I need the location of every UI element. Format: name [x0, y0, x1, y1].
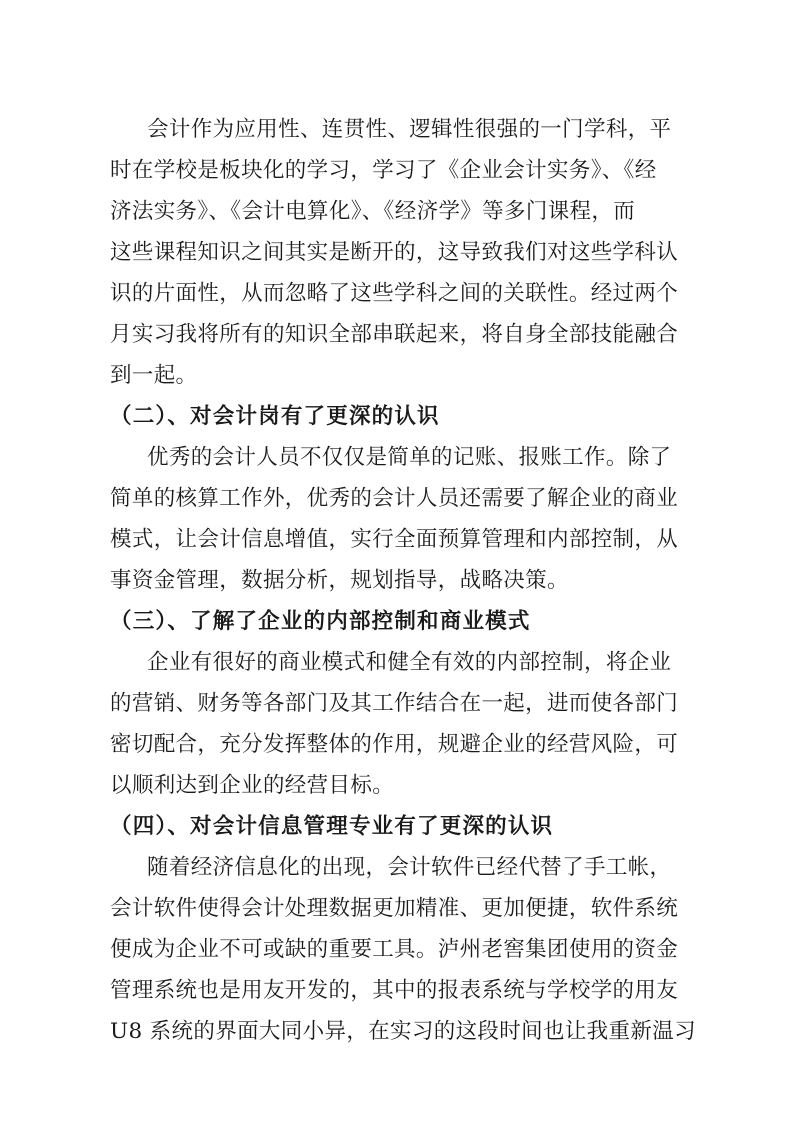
section-heading-4: （四）、对会计信息管理专业有了更深的认识 — [110, 814, 554, 839]
paragraph-3-line-4: 以顺利达到企业的经营目标。 — [110, 773, 395, 798]
paragraph-1-line-1: 会计作为应用性、连贯性、逻辑性很强的一门学科，平 — [147, 117, 672, 142]
paragraph-1-line-7: 到一起。 — [110, 363, 198, 388]
section-heading-3: （三）、了解了企业的内部控制和商业模式 — [110, 609, 531, 634]
paragraph-2-line-2: 简单的核算工作外，优秀的会计人员还需要了解企业的商业 — [110, 486, 679, 511]
paragraph-3-line-1: 企业有很好的商业模式和健全有效的内部控制，将企业 — [147, 650, 672, 675]
paragraph-4-line-2: 会计软件使得会计处理数据更加精准、更加便捷，软件系统 — [110, 896, 679, 921]
paragraph-1-line-2: 时在学校是板块化的学习，学习了《企业会计实务》、《经 — [110, 158, 657, 183]
section-heading-2: （二）、对会计岗有了更深的认识 — [110, 404, 440, 429]
paragraph-1-line-6: 月实习我将所有的知识全部串联起来，将自身全部技能融合 — [110, 322, 679, 347]
paragraph-4-line-4: 管理系统也是用友开发的，其中的报表系统与学校学的用友 — [110, 978, 679, 1003]
paragraph-3-line-3: 密切配合，充分发挥整体的作用，规避企业的经营风险，可 — [110, 732, 679, 757]
paragraph-1-line-5: 识的片面性，从而忽略了这些学科之间的关联性。经过两个 — [110, 281, 679, 306]
paragraph-1-line-3: 济法实务》、《会计电算化》、《经济学》等多门课程，而 — [110, 199, 636, 224]
paragraph-2-line-3: 模式，让会计信息增值，实行全面预算管理和内部控制，从 — [110, 527, 679, 552]
paragraph-3-line-2: 的营销、财务等各部门及其工作结合在一起，进而使各部门 — [110, 691, 679, 716]
paragraph-4-line-1: 随着经济信息化的出现，会计软件已经代替了手工帐， — [147, 855, 672, 880]
paragraph-2-line-4: 事资金管理，数据分析，规划指导，战略决策。 — [110, 568, 569, 593]
paragraph-4-line-5: U8 系统的界面大同小异，在实习的这段时间也让我重新温习 — [110, 1019, 696, 1044]
paragraph-4-line-3: 便成为企业不可或缺的重要工具。泸州老窖集团使用的资金 — [110, 937, 679, 962]
paragraph-1-line-4: 这些课程知识之间其实是断开的，这导致我们对这些学科认 — [110, 240, 679, 265]
paragraph-2-line-1: 优秀的会计人员不仅仅是简单的记账、报账工作。除了 — [147, 445, 672, 470]
